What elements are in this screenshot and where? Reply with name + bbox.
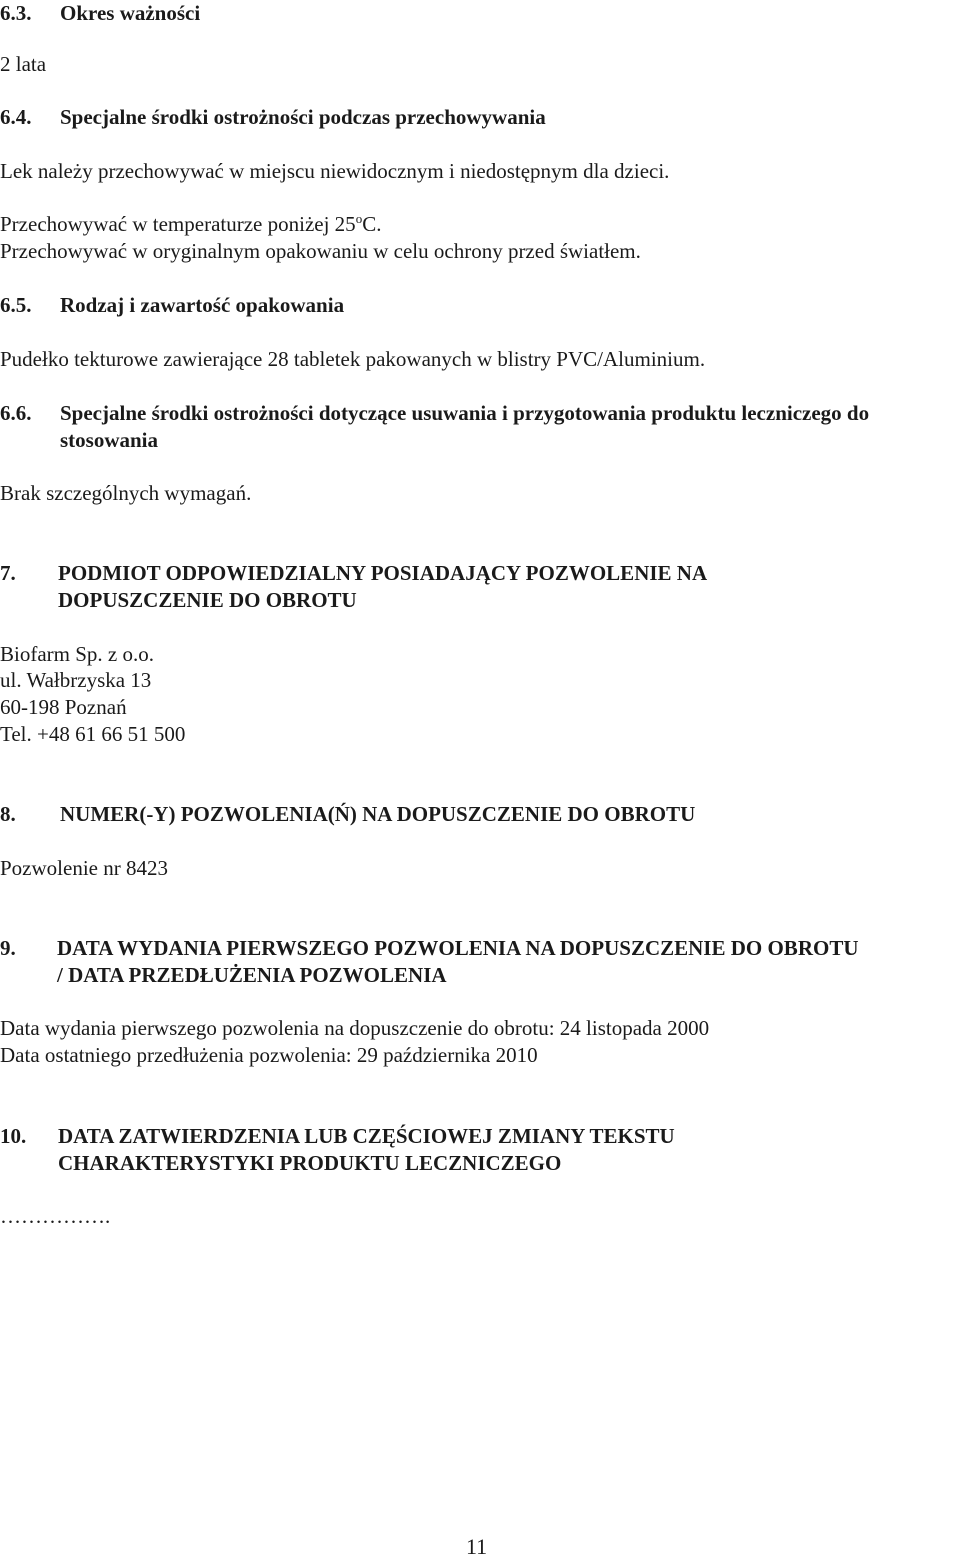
disposal-text: Brak szczególnych wymagań. (0, 481, 252, 505)
address-city: 60-198 Poznań (0, 695, 127, 719)
section-8-heading (0, 801, 696, 828)
package-description: Pudełko tekturowe zawierające 28 tabletek pakowanych w blistry PVC/Aluminium. (0, 347, 706, 371)
revision-date-placeholder: ……………. (0, 1204, 111, 1228)
section-number: 10. (0, 1124, 27, 1148)
section-title: NUMER(-Y) POZWOLENIA(Ń) NA DOPUSZCZENIE DO OBROTU (60, 802, 696, 826)
section-title-line-1: Specjalne środki ostrożności dotyczące usuwania i przygotowania produktu leczniczego do (60, 401, 870, 425)
section-title: Rodzaj i zawartość opakowania (60, 293, 345, 317)
section-number: 6.5. (0, 293, 32, 317)
storage-line-3: Przechowywać w oryginalnym opakowaniu w celu ochrony przed światłem. (0, 239, 641, 263)
address-phone: Tel. +48 61 66 51 500 (0, 722, 186, 746)
section-title-line-2: DOPUSZCZENIE DO OBROTU (58, 588, 357, 612)
section-number: 8. (0, 802, 16, 826)
section-6-6-heading (0, 400, 870, 427)
section-6-3-heading (0, 0, 201, 27)
section-title-line-1: PODMIOT ODPOWIEDZIALNY POSIADAJĄCY POZWOLENIE NA (58, 561, 708, 585)
section-number: 6.4. (0, 105, 32, 129)
page-number: 11 (466, 1534, 488, 1559)
address-street: ul. Wałbrzyska 13 (0, 668, 152, 692)
section-10-heading (0, 1123, 675, 1150)
section-number: 6.3. (0, 1, 32, 25)
section-title: Specjalne środki ostrożności podczas przechowywania (60, 105, 546, 129)
renewal-date: Data ostatniego przedłużenia pozwolenia: 29 października 2010 (0, 1043, 538, 1067)
section-6-5-heading (0, 292, 345, 319)
storage-line-2 (0, 211, 381, 238)
section-9-heading (0, 935, 859, 962)
section-title-line-2: / DATA PRZEDŁUŻENIA POZWOLENIA (57, 963, 447, 987)
section-number: 9. (0, 936, 16, 960)
section-title-line-2: CHARAKTERYSTYKI PRODUKTU LECZNICZEGO (58, 1151, 562, 1175)
storage-line-2-unit: C. (362, 212, 382, 236)
section-title: Okres ważności (60, 1, 201, 25)
section-title-line-1: DATA ZATWIERDZENIA LUB CZĘŚCIOWEJ ZMIANY TEKSTU (58, 1124, 675, 1148)
section-6-4-heading (0, 104, 546, 131)
first-authorization-date: Data wydania pierwszego pozwolenia na dopuszczenie do obrotu: 24 listopada 2000 (0, 1016, 710, 1040)
section-title-line-2: stosowania (60, 428, 159, 452)
section-title-line-1: DATA WYDANIA PIERWSZEGO POZWOLENIA NA DOPUSZCZENIE DO OBROTU (57, 936, 859, 960)
address-company: Biofarm Sp. z o.o. (0, 642, 154, 666)
section-number: 6.6. (0, 401, 32, 425)
shelf-life-text: 2 lata (0, 52, 47, 76)
degree-superscript: o (355, 211, 363, 226)
section-number: 7. (0, 561, 16, 585)
storage-line-2-text: Przechowywać w temperaturze poniżej 25 (0, 212, 356, 236)
permit-number: Pozwolenie nr 8423 (0, 856, 168, 880)
storage-line-1: Lek należy przechowywać w miejscu niewidocznym i niedostępnym dla dzieci. (0, 159, 670, 183)
section-7-heading (0, 560, 708, 587)
